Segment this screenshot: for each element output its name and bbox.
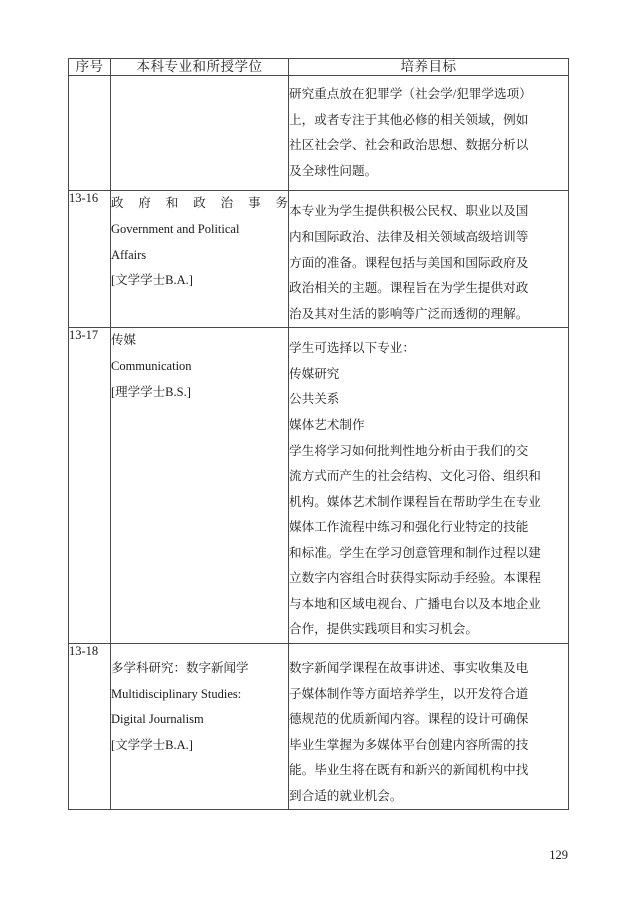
row-goal (289, 328, 569, 644)
goal-line: 学生将学习如何批判性地分析由于我们的交 (289, 443, 529, 458)
goal-line: 机构。媒体艺术制作课程旨在帮助学生在专业 (289, 494, 541, 509)
row-number (69, 76, 111, 191)
goal-line: 传媒研究 (289, 366, 340, 381)
goal-line: 社区社会学、社会和政治思想、数据分析以 (289, 138, 529, 153)
curriculum-table (68, 58, 569, 810)
goal-line: 及全球性问题。 (289, 163, 378, 178)
goal-line: 到合适的就业机会。 (289, 788, 403, 803)
row-number: 13-16 (69, 191, 111, 328)
degree-label: [理学学士B.S.] (111, 384, 191, 399)
major-name-cn: 多学科研究：数字新闻学 (111, 661, 249, 675)
row-goal (289, 644, 569, 810)
goal-line: 研究重点放在犯罪学（社会学/犯罪学选项） (289, 87, 532, 102)
major-name-en: Government and Political (111, 222, 240, 237)
goal-line: 本专业为学生提供积极公民权、职业以及国 (289, 204, 529, 219)
major-name-en-cont: Digital Journalism (111, 712, 204, 727)
degree-label: [文学学士B.A.] (111, 273, 193, 288)
goal-line: 媒体艺术制作 (289, 417, 365, 432)
goal-line: 治及其对生活的影响等广泛而透彻的理解。 (289, 306, 529, 321)
row-major (111, 328, 289, 644)
table-row (69, 644, 569, 810)
goal-line: 方面的准备。课程包括与美国和国际政府及 (289, 255, 529, 270)
goal-line: 毕业生掌握为多媒体平台创建内容所需的技 (289, 737, 529, 752)
degree-label: [文学学士B.A.] (111, 737, 193, 752)
row-major (111, 191, 289, 328)
goal-line: 子媒体制作等方面培养学生，以开发符合道 (289, 686, 529, 701)
table-row (69, 328, 569, 644)
goal-line: 公共关系 (289, 392, 340, 407)
goal-line: 学生可选择以下专业： (289, 341, 415, 356)
goal-line: 和标准。学生在学习创意管理和制作过程以建 (289, 545, 541, 560)
row-number: 13-18 (69, 644, 111, 810)
goal-line: 合作，提供实践项目和实习机会。 (289, 622, 478, 637)
goal-line: 立数字内容组合时获得实际动手经验。本课程 (289, 571, 541, 586)
table-row (69, 76, 569, 191)
goal-line: 能。毕业生将在既有和新兴的新闻机构中找 (289, 763, 529, 778)
goal-line: 数字新闻学课程在故事讲述、事实收集及电 (289, 661, 529, 675)
column-header-major: 本科专业和所授学位 (111, 59, 289, 76)
goal-line: 内和国际政治、法律及相关领域高级培训等 (289, 230, 529, 244)
major-name-cn: 政府和政治事务 (111, 196, 288, 211)
major-name-en: Communication (111, 358, 192, 373)
table-header-row (69, 59, 569, 76)
goal-line: 媒体工作流程中练习和强化行业特定的技能 (289, 520, 529, 535)
goal-line: 德规范的优质新闻内容。课程的设计可确保 (289, 712, 529, 727)
goal-line: 政治相关的主题。课程旨在为学生提供对政 (289, 281, 529, 296)
goal-line: 流方式而产生的社会结构、文化习俗、组织和 (289, 469, 541, 484)
row-number: 13-17 (69, 328, 111, 644)
row-goal (289, 191, 569, 328)
goal-line: 上，或者专注于其他必修的相关领域，例如 (289, 112, 529, 127)
major-name-en: Multidisciplinary Studies: (111, 686, 242, 701)
page-number: 129 (549, 848, 568, 862)
column-header-goal: 培养目标 (289, 59, 569, 76)
major-name-en-cont: Affairs (111, 247, 147, 262)
major-name-cn: 传媒 (111, 333, 137, 348)
row-major (111, 76, 289, 191)
table-row (69, 191, 569, 328)
row-goal (289, 76, 569, 191)
goal-line: 与本地和区域电视台、广播电台以及本地企业 (289, 596, 541, 611)
row-major (111, 644, 289, 810)
column-header-number: 序号 (69, 59, 111, 76)
